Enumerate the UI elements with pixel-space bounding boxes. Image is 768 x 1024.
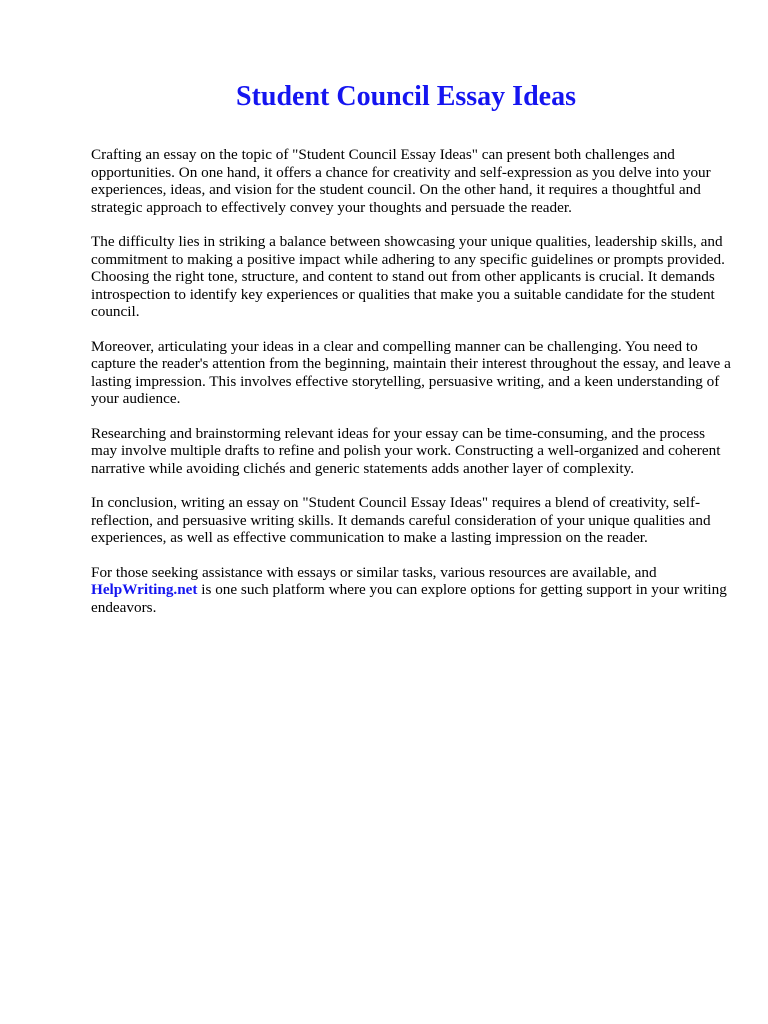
paragraph-research: Researching and brainstorming relevant ideas for your essay can be time-consuming, and the process may involve multiple drafts to refine and polish your work. Constructing a well-organized and coherent narrative while avoiding clichés and generic statements adds another layer of complexity.	[91, 424, 721, 477]
closing-text-after-link: is one such platform where you can explore options for getting support in your writing endeavors.	[91, 581, 727, 616]
document-body	[91, 146, 733, 633]
page-title: Student Council Essay Ideas	[236, 81, 576, 112]
paragraph-closing	[91, 564, 733, 617]
helpwriting-link[interactable]: HelpWriting.net	[91, 581, 198, 598]
paragraph-articulation: Moreover, articulating your ideas in a clear and compelling manner can be challenging. You need to capture the reader's attention from the beginning, maintain their interest throughout the essay, and leave a lasting impression. This involves effective storytelling, persuasive writing, and a keen understanding of your audience.	[91, 337, 731, 407]
paragraph-conclusion: In conclusion, writing an essay on "Student Council Essay Ideas" requires a blend of creativity, self-reflection, and persuasive writing skills. It demands careful consideration of your unique qualities and experiences, as well as effective communication to make a lasting impression on the reader.	[91, 494, 711, 546]
closing-text-before-link: For those seeking assistance with essays or similar tasks, various resources are available, and	[91, 563, 657, 581]
paragraph-intro: Crafting an essay on the topic of "Student Council Essay Ideas" can present both challenges and opportunities. On one hand, it offers a chance for creativity and self-expression as you delve into your experiences, ideas, and vision for the student council. On the other hand, it requires a thoughtful and strategic approach to effectively convey your thoughts and persuade the reader.	[91, 146, 711, 216]
paragraph-difficulty: The difficulty lies in striking a balance between showcasing your unique qualities, leadership skills, and commitment to making a positive impact while adhering to any specific guidelines or prompts provided. Choosing the right tone, structure, and content to stand out from other applicants is crucial. It demands introspection to identify key experiences or qualities that make you a suitable candidate for the student council.	[91, 233, 725, 320]
